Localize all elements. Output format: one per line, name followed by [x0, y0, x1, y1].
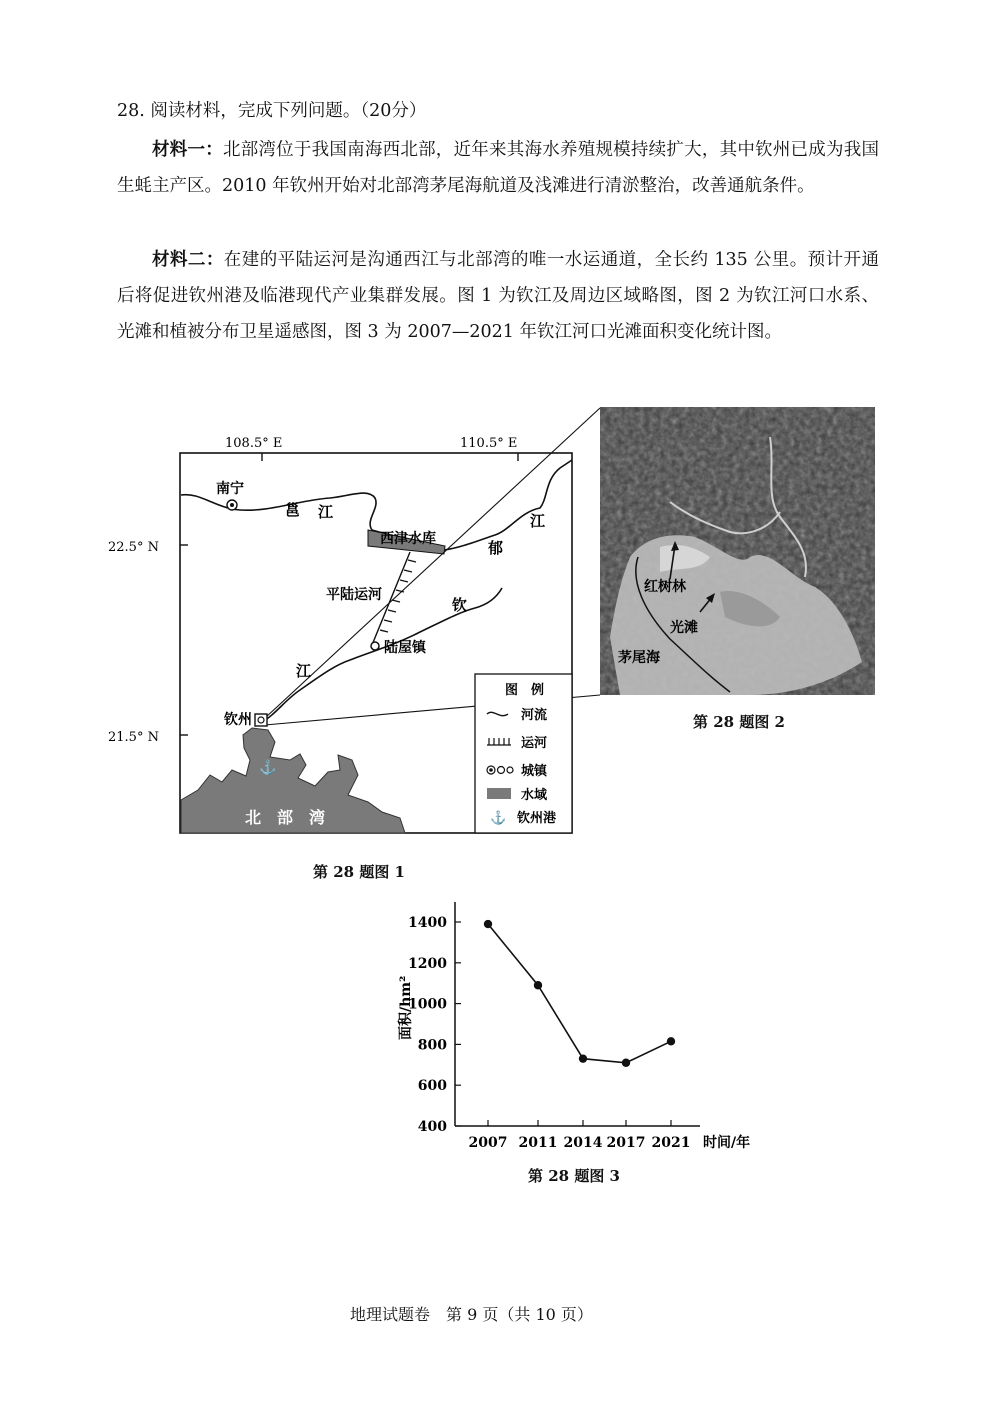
jiang3-label: 江 — [296, 662, 312, 680]
legend-river-label: 河流 — [521, 708, 548, 723]
legend-town-icon — [487, 766, 513, 774]
jiang1-label: 江 — [318, 503, 334, 521]
data-point-2017 — [622, 1059, 630, 1067]
lon-left-label: 108.5° E — [225, 436, 283, 451]
legend-canal-label: 运河 — [521, 736, 548, 751]
figure-three-chart — [380, 890, 800, 1160]
figure-one-caption: 第 28 题图 1 — [313, 863, 405, 881]
maowei-sea-label: 茅尾海 — [618, 650, 660, 666]
x-tick-label: 2017 — [606, 1135, 646, 1151]
legend-port-label: 钦州港 — [517, 811, 557, 826]
mangrove-label: 红树林 — [644, 579, 686, 595]
data-point-2011 — [534, 981, 542, 989]
material-one-text: 北部湾位于我国南海西北部，近年来其海水养殖规模持续扩大，其中钦州已成为我国生蚝主产区。2010 年钦州开始对北部湾茅尾海航道及浅滩进行清淤整治，改善通航条件。 — [117, 140, 880, 196]
yong-label: 邕 — [285, 501, 301, 519]
y-tick-label: 1400 — [408, 915, 447, 931]
y-tick-label: 800 — [417, 1037, 447, 1054]
x-tick-label: 2014 — [563, 1135, 603, 1151]
data-point-2014 — [579, 1054, 587, 1062]
data-point-2021 — [667, 1037, 675, 1045]
legend-water-label: 水域 — [521, 788, 548, 803]
photo-pointer-upper — [265, 408, 600, 718]
xijin-label: 西津水库 — [380, 531, 436, 547]
qinzhou-port-anchor-icon: ⚓ — [259, 760, 277, 776]
figure-three-caption: 第 28 题图 3 — [528, 1167, 620, 1185]
legend-water-icon — [487, 788, 511, 799]
material-two-label: 材料二： — [152, 250, 224, 270]
figure-two-caption: 第 28 题图 2 — [693, 713, 785, 731]
luwu-town-marker — [371, 642, 379, 650]
y-tick-label: 400 — [417, 1119, 447, 1135]
yu-label: 郁 — [488, 539, 504, 557]
figure-two-satellite-photo — [600, 407, 875, 695]
lat-bottom-label: 21.5° N — [108, 730, 159, 745]
legend-title: 图 例 — [505, 683, 545, 698]
x-tick-label: 2021 — [651, 1135, 691, 1151]
y-tick-label: 1200 — [408, 955, 447, 972]
material-two-text: 在建的平陆运河是沟通西江与北部湾的唯一水运通道，全长约 135 公里。预计开通后将促进钦州港及临港现代产业集群发展。图 1 为钦江及周边区域略图，图 2 为钦江河口水系、光滩和植被分布卫星遥感图，图 3 为 2007—2021 年钦江河口光滩面积变化统计图。 — [117, 250, 879, 342]
x-axis-label: 时间/年 — [703, 1135, 751, 1151]
lon-right-label: 110.5° E — [460, 436, 518, 451]
y-axis-label: 面积/hm² — [398, 975, 414, 1040]
qinzhou-label: 钦州 — [224, 712, 252, 728]
legend-town-label: 城镇 — [521, 764, 548, 779]
nanning-label: 南宁 — [216, 481, 244, 497]
qin-label: 钦 — [452, 596, 468, 614]
question-header: 28. 阅读材料，完成下列问题。（20分） — [117, 101, 427, 121]
x-tick-label: 2007 — [468, 1135, 508, 1151]
jiang2-label: 江 — [530, 512, 546, 530]
lat-top-label: 22.5° N — [108, 540, 159, 555]
qinzhou-marker — [255, 714, 267, 726]
x-tick-label: 2011 — [518, 1135, 558, 1151]
y-tick-label: 1000 — [408, 996, 447, 1013]
series-line — [488, 924, 671, 1063]
page-footer: 地理试题卷 第 9 页（共 10 页） — [350, 1305, 593, 1324]
data-point-2007 — [484, 920, 492, 928]
pinglu-label: 平陆运河 — [326, 587, 382, 603]
y-tick-label: 600 — [417, 1078, 447, 1095]
luwu-label: 陆屋镇 — [384, 640, 426, 656]
material-one-label: 材料一： — [152, 140, 223, 160]
tidal-flat-label: 光滩 — [670, 620, 698, 636]
beibu-gulf-label: 北 部 湾 — [245, 808, 326, 827]
legend-port-anchor-icon: ⚓ — [490, 811, 507, 826]
